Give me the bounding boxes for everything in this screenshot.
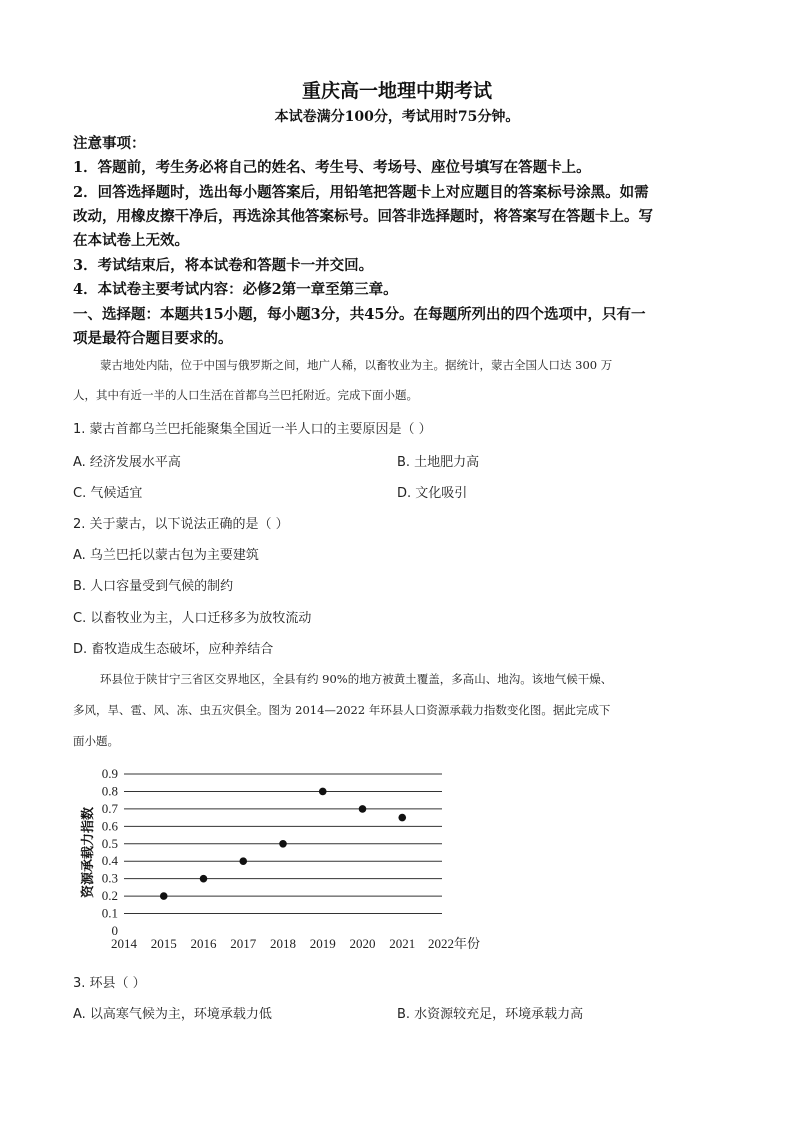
x-tick-label: 2016 [190,936,217,951]
q1-option-b: B. 土地肥力高 [397,455,480,470]
q3-option-a: A. 以高寒气候为主，环境承载力低 [73,1007,272,1022]
passage1-line1: 蒙古地处内陆，位于中国与俄罗斯之间，地广人稀，以畜牧业为主。据统计，蒙古全国人口达 300 万 [100,358,613,372]
x-tick-label: 2021 [389,936,416,951]
data-point [279,840,287,848]
data-point [239,857,247,865]
data-point [160,892,168,900]
y-tick-label: 0.4 [101,853,118,869]
note-line-1: 1．答题前，考生务必将自己的姓名、考生号、考场号、座位号填写在答题卡上。 [73,159,591,176]
y-tick-label: 0.7 [101,800,118,816]
q1-option-d: D. 文化吸引 [397,486,468,501]
section1-heading-line1: 一、选择题：本题共15小题，每小题3分，共45分。在每题所列出的四个选项中，只有一 [73,306,646,323]
note-line-6: 4．本试卷主要考试内容：必修2第一章至第三章。 [73,281,398,298]
q2-option-a: A. 乌兰巴托以蒙古包为主要建筑 [73,548,259,563]
data-point [200,875,208,883]
q2-option-d: D. 畜牧造成生态破坏，应种养结合 [73,642,274,657]
q1-option-c: C. 气候适宜 [73,486,143,501]
y-tick-label: 0.3 [101,870,118,886]
q3-stem: 3. 环县（ ） [73,976,146,991]
q2-option-b: B. 人口容量受到气候的制约 [73,579,234,594]
q2-stem: 2. 关于蒙古，以下说法正确的是（ ） [73,517,289,532]
y-tick-label: 0.6 [101,818,118,834]
data-point [359,805,367,813]
q3-option-b: B. 水资源较充足，环境承载力高 [397,1007,584,1022]
page-subtitle: 本试卷满分100分，考试用时75分钟。 [274,109,520,125]
chart-x-tick-labels [111,936,480,951]
x-tick-label: 2017 [230,936,257,951]
section1-heading-line2: 项是最符合题目要求的。 [73,330,233,347]
note-line-2: 2．回答选择题时，选出每小题答案后，用铅笔把答题卡上对应题目的答案标号涂黑。如需 [73,184,649,201]
x-tick-label: 2015 [150,936,177,951]
chart-y-tick-labels [102,766,119,938]
notes-heading: 注意事项： [73,135,146,152]
passage2-line3: 面小题。 [73,734,119,748]
note-line-4: 在本试卷上无效。 [73,232,189,249]
x-tick-label: 2022年份 [428,936,481,951]
y-tick-label: 0.5 [101,835,118,851]
passage2-line1: 环县位于陕甘宁三省区交界地区，全县有约 90%的地方被黄土覆盖，多高山、地沟。该地气候干燥、 [100,672,613,686]
y-tick-label: 0.2 [101,888,118,904]
page-title: 重庆高一地理中期考试 [301,80,492,102]
passage1-line2: 人，其中有近一半的人口生活在首都乌兰巴托附近。完成下面小题。 [73,388,418,402]
passage2-line2: 多风，旱、雹、风、冻、虫五灾俱全。图为 2014—2022 年环县人口资源承载力指数变化图。据此完成下 [73,703,611,717]
note-line-5: 3．考试结束后，将本试卷和答题卡一并交回。 [73,257,374,274]
y-tick-label: 0.9 [101,766,118,781]
note-line-3: 改动，用橡皮擦干净后，再选涂其他答案标号。回答非选择题时，将答案写在答题卡上。写 [73,208,653,225]
q1-stem: 1. 蒙古首都乌兰巴托能聚集全国近一半人口的主要原因是（ ） [73,422,432,437]
x-tick-label: 2018 [270,936,296,951]
q1-option-a: A. 经济发展水平高 [73,455,181,470]
x-tick-label: 2019 [309,936,336,951]
y-tick-label: 0.1 [101,905,118,921]
y-tick-label: 0 [111,923,118,938]
chart-y-axis-label: 资源承载力指数 [80,806,95,899]
q2-option-c: C. 以畜牧业为主，人口迁移多为放牧流动 [73,611,312,626]
x-tick-label: 2020 [349,936,376,951]
data-point [398,814,406,822]
x-tick-label: 2014 [111,936,137,951]
data-point [319,788,327,796]
y-tick-label: 0.8 [101,783,118,799]
carrying-capacity-chart [70,760,510,960]
